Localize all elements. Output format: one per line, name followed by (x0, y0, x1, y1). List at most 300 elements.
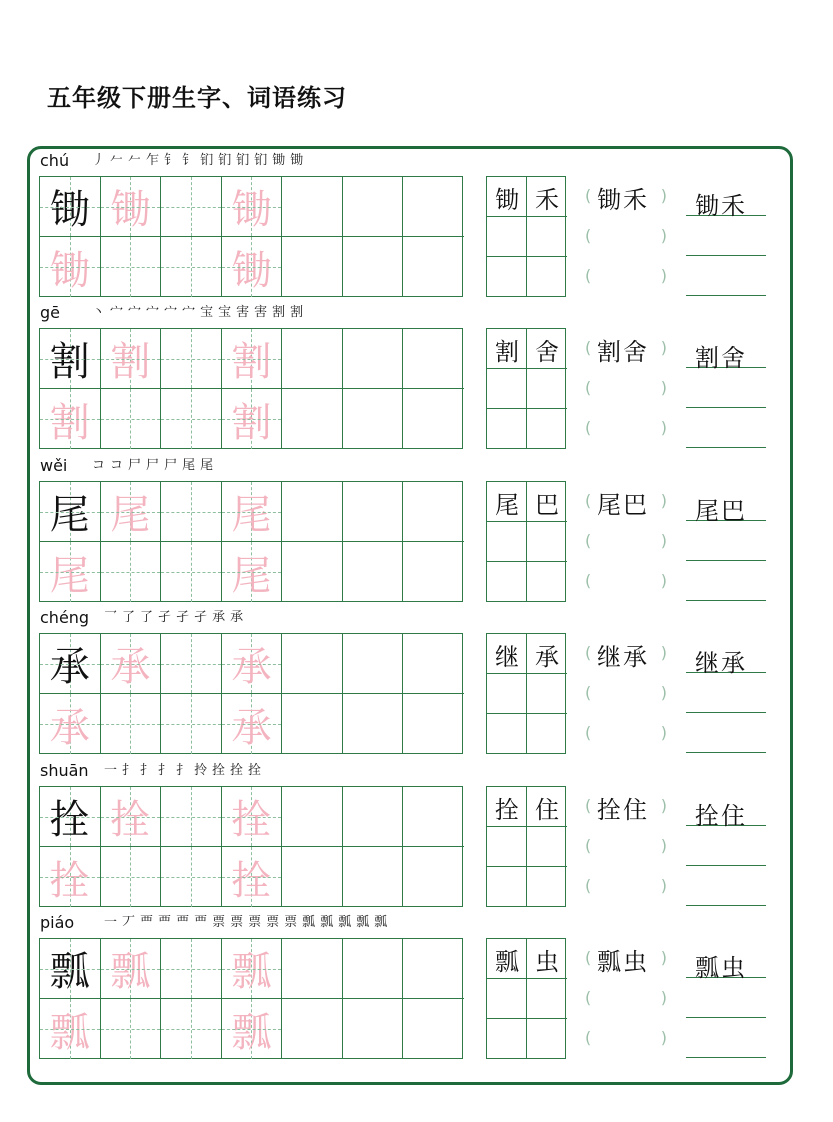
trace-character: 锄 (231, 247, 272, 294)
right-paren: ) (660, 418, 667, 437)
stroke-step: 宀 (110, 305, 124, 320)
stroke-step: 尾 (200, 458, 214, 473)
word-cell[interactable] (487, 634, 527, 674)
left-paren: ( (585, 683, 592, 702)
stroke-step: 宀 (146, 305, 160, 320)
trace-character: 承 (231, 644, 272, 690)
stroke-step: 拴 (248, 763, 262, 778)
grid-cell[interactable] (282, 542, 343, 602)
grid-cell[interactable] (40, 329, 101, 389)
right-paren: ) (660, 266, 667, 285)
trace-character: 尾 (110, 492, 151, 538)
model-character: 瓢 (49, 949, 90, 995)
stroke-step: 承 (212, 610, 226, 625)
paren-slot[interactable] (585, 335, 667, 366)
grid-cell[interactable] (403, 634, 464, 694)
model-character: 割 (49, 339, 90, 385)
grid-cell[interactable] (222, 694, 283, 754)
grid-cell[interactable] (40, 177, 101, 237)
stroke-step: 钔 (200, 153, 214, 168)
grid-cell[interactable] (222, 999, 283, 1059)
answer-line[interactable] (686, 490, 766, 525)
answer-line[interactable] (686, 265, 766, 296)
grid-cell[interactable] (161, 177, 222, 237)
word-grid (486, 786, 566, 907)
word-character: 巴 (535, 490, 559, 519)
stroke-order (104, 911, 392, 930)
grid-cell[interactable] (40, 389, 101, 449)
word-cell[interactable] (527, 369, 567, 409)
grid-cell[interactable] (403, 237, 464, 297)
word-cell[interactable] (487, 714, 527, 754)
word-cell[interactable] (527, 562, 567, 602)
stroke-order (104, 606, 248, 625)
answer-line[interactable] (686, 682, 766, 713)
paren-word: 尾巴 (597, 491, 649, 519)
stroke-step: 票 (212, 915, 226, 930)
answer-line[interactable] (686, 225, 766, 256)
answer-line[interactable] (686, 185, 766, 220)
writing-grid (39, 938, 463, 1059)
word-cell[interactable] (527, 177, 567, 217)
stroke-step: 锄 (272, 153, 286, 168)
grid-cell[interactable] (403, 482, 464, 542)
grid-cell[interactable] (161, 999, 222, 1059)
trace-character: 割 (231, 399, 272, 446)
answer-line[interactable] (686, 795, 766, 830)
paren-slot[interactable] (585, 528, 667, 554)
grid-cell[interactable] (282, 787, 343, 847)
paren-slot[interactable] (585, 415, 667, 441)
paren-slot[interactable] (585, 223, 667, 249)
left-paren: ( (585, 1028, 592, 1047)
grid-cell[interactable] (161, 482, 222, 542)
grid-cell[interactable] (222, 237, 283, 297)
grid-cell[interactable] (282, 237, 343, 297)
grid-cell[interactable] (222, 634, 283, 694)
trace-character: 承 (231, 704, 272, 751)
stroke-step: 宝 (218, 305, 232, 320)
practice-row (0, 757, 833, 909)
right-paren: ) (660, 1028, 667, 1047)
stroke-step: 一 (104, 763, 118, 778)
stroke-step: 钔 (236, 153, 250, 168)
word-cell[interactable] (487, 257, 527, 297)
word-cell[interactable] (487, 562, 527, 602)
word-cell[interactable] (527, 827, 567, 867)
trace-character: 承 (49, 704, 90, 751)
grid-cell[interactable] (161, 847, 222, 907)
stroke-step: 拴 (212, 763, 226, 778)
grid-cell[interactable] (282, 482, 343, 542)
word-cell[interactable] (527, 787, 567, 827)
right-paren: ) (660, 643, 667, 662)
grid-cell[interactable] (161, 787, 222, 847)
grid-cell[interactable] (343, 542, 404, 602)
stroke-step: 锄 (290, 153, 304, 168)
grid-cell[interactable] (343, 482, 404, 542)
word-cell[interactable] (527, 674, 567, 714)
word-cell[interactable] (487, 217, 527, 257)
grid-cell[interactable] (403, 389, 464, 449)
stroke-step: 丿 (92, 153, 106, 168)
grid-cell[interactable] (343, 787, 404, 847)
stroke-step: 宀 (164, 305, 178, 320)
trace-character: 拴 (110, 797, 151, 843)
trace-character: 瓢 (231, 949, 272, 995)
grid-cell[interactable] (222, 177, 283, 237)
line-word: 继承 (695, 649, 747, 677)
grid-cell[interactable] (161, 542, 222, 602)
grid-cell[interactable] (403, 694, 464, 754)
grid-cell[interactable] (222, 847, 283, 907)
paren-slot[interactable] (585, 568, 667, 594)
line-word: 拴住 (695, 802, 747, 830)
paren-slot[interactable] (585, 985, 667, 1011)
stroke-step: 宝 (200, 305, 214, 320)
grid-cell[interactable] (282, 634, 343, 694)
stroke-step: 扌 (176, 763, 190, 778)
stroke-step: 瓢 (320, 915, 334, 930)
grid-cell[interactable] (40, 237, 101, 297)
stroke-step: 瓢 (374, 915, 388, 930)
grid-cell[interactable] (101, 694, 162, 754)
writing-grid (39, 328, 463, 449)
word-grid (486, 328, 566, 449)
stroke-step: 孑 (158, 610, 172, 625)
grid-cell[interactable] (161, 634, 222, 694)
right-paren: ) (660, 683, 667, 702)
stroke-step: 尸 (128, 458, 142, 473)
grid-cell[interactable] (40, 787, 101, 847)
trace-character: 拴 (231, 797, 272, 843)
paren-slot[interactable] (585, 263, 667, 289)
trace-character: 割 (49, 399, 90, 446)
left-paren: ( (585, 988, 592, 1007)
stroke-step: 孑 (194, 610, 208, 625)
word-cell[interactable] (487, 522, 527, 562)
word-cell[interactable] (527, 329, 567, 369)
grid-cell[interactable] (403, 787, 464, 847)
right-paren: ) (660, 948, 667, 967)
grid-cell[interactable] (40, 634, 101, 694)
grid-cell[interactable] (101, 389, 162, 449)
trace-character: 瓢 (110, 949, 151, 995)
grid-cell[interactable] (403, 177, 464, 237)
paren-word: 瓢虫 (597, 948, 649, 976)
word-character: 舍 (535, 337, 559, 366)
grid-cell[interactable] (101, 634, 162, 694)
grid-cell[interactable] (222, 329, 283, 389)
word-grid (486, 938, 566, 1059)
paren-slot[interactable] (585, 793, 667, 824)
right-paren: ) (660, 876, 667, 895)
answer-line[interactable] (686, 875, 766, 906)
word-character: 瓢 (495, 947, 519, 976)
answer-line[interactable] (686, 1027, 766, 1058)
left-paren: ( (585, 338, 592, 357)
pinyin-label: gē (40, 303, 60, 322)
stroke-step: 割 (272, 305, 286, 320)
word-character: 虫 (535, 947, 559, 976)
grid-cell[interactable] (101, 177, 162, 237)
line-word: 瓢虫 (695, 954, 747, 982)
grid-cell[interactable] (40, 939, 101, 999)
grid-cell[interactable] (343, 634, 404, 694)
stroke-step: 了 (122, 610, 136, 625)
stroke-step: 尾 (182, 458, 196, 473)
stroke-order (92, 301, 308, 320)
grid-cell[interactable] (222, 482, 283, 542)
answer-line[interactable] (686, 987, 766, 1018)
word-character: 割 (495, 337, 519, 366)
stroke-step: 扌 (122, 763, 136, 778)
word-cell[interactable] (487, 1019, 527, 1059)
stroke-step: 票 (266, 915, 280, 930)
answer-line[interactable] (686, 570, 766, 601)
word-cell[interactable] (527, 867, 567, 907)
word-cell[interactable] (487, 867, 527, 907)
paren-slot[interactable] (585, 375, 667, 401)
practice-row (0, 909, 833, 1061)
stroke-step: 一 (104, 915, 118, 930)
answer-line[interactable] (686, 947, 766, 982)
stroke-step: 丆 (122, 915, 136, 930)
trace-character: 瓢 (49, 1009, 90, 1056)
pinyin-label: chéng (40, 608, 90, 627)
trace-character: 割 (231, 339, 272, 385)
paren-slot[interactable] (585, 945, 667, 976)
grid-cell[interactable] (282, 847, 343, 907)
trace-character: 割 (110, 339, 151, 385)
trace-character: 瓢 (231, 1009, 272, 1056)
model-character: 拴 (49, 797, 90, 843)
grid-cell[interactable] (403, 939, 464, 999)
grid-cell[interactable] (343, 939, 404, 999)
grid-cell[interactable] (222, 542, 283, 602)
answer-line[interactable] (686, 835, 766, 866)
word-cell[interactable] (487, 409, 527, 449)
left-paren: ( (585, 836, 592, 855)
stroke-step: 割 (290, 305, 304, 320)
left-paren: ( (585, 876, 592, 895)
grid-cell[interactable] (343, 694, 404, 754)
answer-line[interactable] (686, 722, 766, 753)
word-cell[interactable] (487, 177, 527, 217)
trace-character: 锄 (231, 187, 272, 233)
trace-character: 拴 (231, 857, 272, 904)
grid-cell[interactable] (40, 847, 101, 907)
word-cell[interactable] (527, 714, 567, 754)
grid-cell[interactable] (343, 177, 404, 237)
grid-cell[interactable] (40, 482, 101, 542)
model-character: 尾 (49, 492, 90, 538)
left-paren: ( (585, 418, 592, 437)
stroke-step: 扌 (158, 763, 172, 778)
writing-grid (39, 633, 463, 754)
stroke-step: コ (92, 458, 106, 473)
paren-slot[interactable] (585, 680, 667, 706)
word-cell[interactable] (527, 257, 567, 297)
grid-cell[interactable] (282, 694, 343, 754)
paren-slot[interactable] (585, 488, 667, 519)
grid-cell[interactable] (40, 694, 101, 754)
grid-cell[interactable] (40, 542, 101, 602)
word-grid (486, 481, 566, 602)
left-paren: ( (585, 796, 592, 815)
word-cell[interactable] (527, 979, 567, 1019)
line-word: 割舍 (695, 344, 747, 372)
grid-cell[interactable] (343, 329, 404, 389)
word-character: 锄 (495, 185, 519, 214)
word-cell[interactable] (527, 939, 567, 979)
paren-word: 锄禾 (597, 186, 649, 214)
grid-cell[interactable] (282, 177, 343, 237)
grid-cell[interactable] (282, 939, 343, 999)
grid-cell[interactable] (282, 329, 343, 389)
trace-character: 拴 (49, 857, 90, 904)
writing-grid (39, 481, 463, 602)
writing-grid (39, 786, 463, 907)
word-cell[interactable] (487, 827, 527, 867)
right-paren: ) (660, 723, 667, 742)
answer-line[interactable] (686, 377, 766, 408)
stroke-step: 尸 (164, 458, 178, 473)
practice-row (0, 299, 833, 451)
grid-cell[interactable] (343, 237, 404, 297)
grid-cell[interactable] (282, 999, 343, 1059)
word-cell[interactable] (527, 634, 567, 674)
grid-cell[interactable] (161, 694, 222, 754)
stroke-step: 𠂉 (110, 153, 124, 168)
stroke-step: 钅 (164, 153, 178, 168)
writing-grid (39, 176, 463, 297)
left-paren: ( (585, 186, 592, 205)
answer-line[interactable] (686, 417, 766, 448)
trace-character: 尾 (231, 492, 272, 538)
grid-cell[interactable] (222, 389, 283, 449)
paren-slot[interactable] (585, 1025, 667, 1051)
left-paren: ( (585, 378, 592, 397)
left-paren: ( (585, 643, 592, 662)
paren-slot[interactable] (585, 833, 667, 859)
word-character: 继 (495, 642, 519, 671)
pinyin-label: shuān (40, 761, 89, 780)
stroke-step: 瓢 (356, 915, 370, 930)
grid-cell[interactable] (101, 237, 162, 297)
model-character: 锄 (49, 187, 90, 233)
grid-cell[interactable] (40, 999, 101, 1059)
stroke-step: 乍 (146, 153, 160, 168)
word-cell[interactable] (487, 674, 527, 714)
right-paren: ) (660, 226, 667, 245)
grid-cell[interactable] (101, 329, 162, 389)
stroke-step: 覀 (158, 915, 172, 930)
paren-slot[interactable] (585, 873, 667, 899)
left-paren: ( (585, 571, 592, 590)
practice-row (0, 452, 833, 604)
grid-cell[interactable] (161, 237, 222, 297)
grid-cell[interactable] (403, 999, 464, 1059)
word-cell[interactable] (487, 329, 527, 369)
word-character: 拴 (495, 795, 519, 824)
answer-line[interactable] (686, 337, 766, 372)
stroke-order (92, 454, 218, 473)
grid-cell[interactable] (403, 329, 464, 389)
grid-cell[interactable] (343, 847, 404, 907)
word-cell[interactable] (527, 1019, 567, 1059)
word-cell[interactable] (487, 939, 527, 979)
word-character: 承 (535, 642, 559, 671)
grid-cell[interactable] (343, 389, 404, 449)
grid-cell[interactable] (101, 847, 162, 907)
word-cell[interactable] (487, 369, 527, 409)
line-word: 锄禾 (695, 192, 747, 220)
trace-character: 尾 (49, 552, 90, 599)
word-cell[interactable] (527, 409, 567, 449)
grid-cell[interactable] (282, 389, 343, 449)
grid-cell[interactable] (222, 939, 283, 999)
grid-cell[interactable] (161, 329, 222, 389)
stroke-order (92, 149, 308, 168)
stroke-step: 钅 (182, 153, 196, 168)
stroke-order (104, 759, 266, 778)
word-character: 禾 (535, 185, 559, 214)
grid-cell[interactable] (403, 542, 464, 602)
paren-word: 拴住 (597, 796, 649, 824)
stroke-step: 覀 (194, 915, 208, 930)
right-paren: ) (660, 491, 667, 510)
grid-cell[interactable] (161, 939, 222, 999)
word-cell[interactable] (527, 217, 567, 257)
answer-line[interactable] (686, 530, 766, 561)
pinyin-label: chú (40, 151, 70, 170)
grid-cell[interactable] (222, 787, 283, 847)
right-paren: ) (660, 186, 667, 205)
stroke-step: 𠂉 (128, 153, 142, 168)
word-cell[interactable] (487, 979, 527, 1019)
grid-cell[interactable] (161, 389, 222, 449)
stroke-step: 宀 (182, 305, 196, 320)
grid-cell[interactable] (343, 999, 404, 1059)
grid-cell[interactable] (403, 847, 464, 907)
grid-cell[interactable] (101, 542, 162, 602)
paren-slot[interactable] (585, 183, 667, 214)
paren-slot[interactable] (585, 640, 667, 671)
stroke-step: 票 (284, 915, 298, 930)
word-cell[interactable] (487, 482, 527, 522)
right-paren: ) (660, 338, 667, 357)
answer-line[interactable] (686, 642, 766, 677)
model-character: 承 (49, 644, 90, 690)
word-cell[interactable] (527, 482, 567, 522)
left-paren: ( (585, 948, 592, 967)
grid-cell[interactable] (101, 939, 162, 999)
word-cell[interactable] (487, 787, 527, 827)
paren-slot[interactable] (585, 720, 667, 746)
stroke-step: コ (110, 458, 124, 473)
stroke-step: 乛 (104, 610, 118, 625)
left-paren: ( (585, 491, 592, 510)
word-cell[interactable] (527, 522, 567, 562)
stroke-step: 票 (248, 915, 262, 930)
practice-row (0, 604, 833, 756)
grid-cell[interactable] (101, 482, 162, 542)
grid-cell[interactable] (101, 999, 162, 1059)
stroke-step: 拎 (194, 763, 208, 778)
stroke-step: 覀 (176, 915, 190, 930)
grid-cell[interactable] (101, 787, 162, 847)
